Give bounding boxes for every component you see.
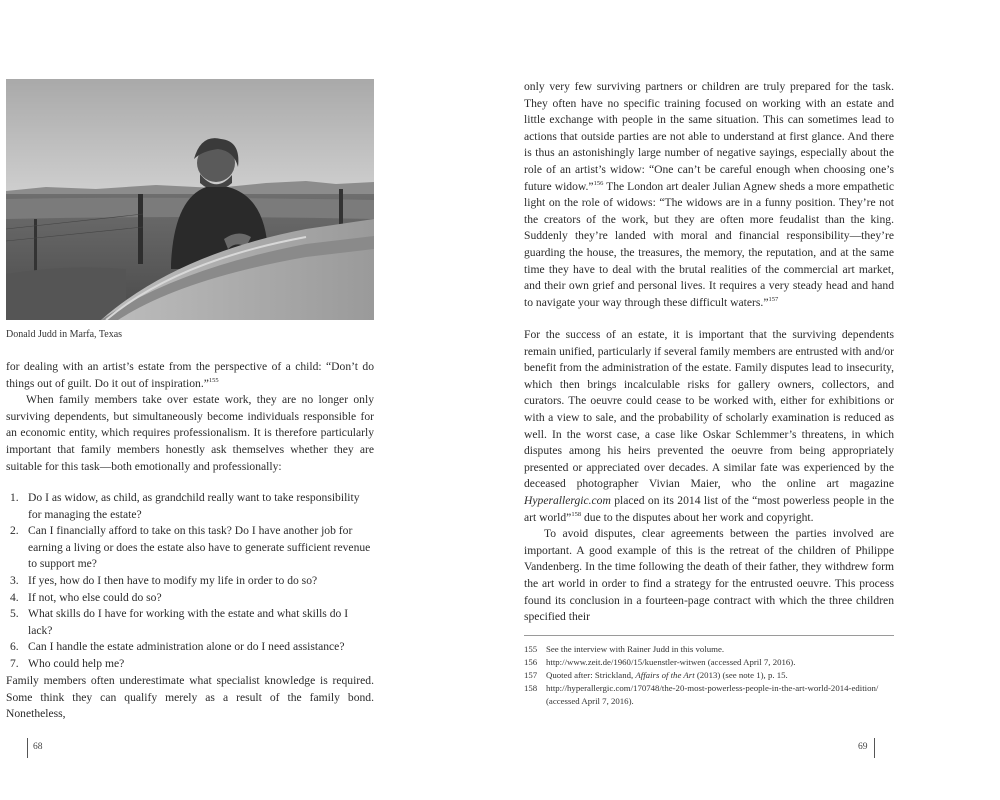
footnote: 157 Quoted after: Strickland, Affairs of the Art (2013) (see note 1), p. 15. bbox=[524, 670, 788, 680]
right-page bbox=[500, 0, 1000, 800]
list-item: 3. If yes, how do I then have to modify my life in order to do so? bbox=[10, 573, 318, 587]
list-item: 2. Can I financially afford to take on this task? Do I have another job for earning a living or does the estate also have to generate sufficient revenue to support me? bbox=[10, 524, 371, 571]
left-paragraph-2: When family members take over estate work, they are no longer only surviving dependents, but simultaneously become individuals responsible for an economic entity, which requires professionalism. It is therefore particularly important that family members honestly ask themselves whether they are suitable for this task—both emotionally and professionally: bbox=[6, 393, 374, 473]
left-paragraph-3: Family members often underestimate what specialist knowledge is required. Some think they can qualify merely as a result of the family bond. Nonetheless, bbox=[6, 674, 374, 721]
page-number-right: 69 bbox=[858, 742, 868, 752]
list-item: 6. Can I handle the estate administration alone or do I need assistance? bbox=[10, 640, 345, 654]
footnote: 156 http://www.zeit.de/1960/15/kuenstler-witwen (accessed April 7, 2016). bbox=[524, 657, 796, 667]
right-paragraph-2: For the success of an estate, it is important that the surviving dependents remain unified, particularly if several family members are entrusted with and/or benefit from the administration of the estate. Family disputes lead to insecurity, which then brings incalculable risks for gallery owners, collectors, and curators. The oeuvre could cease to be worked with, either for exhibitions or with a view to sale, and the probability of scholarly examination is reduced as well. In the worst case, a case like Oskar Schlemmer’s threatens, in which disputes among his heirs prevented the oeuvre from being appropriately presented or appreciated over decades. A similar fate was experienced by the deceased photographer Vivian Maier, who the online art magazine Hyperallergic.com placed on its 2014 list of the “most powerless people in the art world”$^{158}$ due to the disputes about her work and copyright. bbox=[524, 328, 894, 524]
list-item: 4. If not, who else could do so? bbox=[10, 590, 162, 604]
footnote-ref-158[interactable]: 158 bbox=[571, 510, 582, 518]
footnote-ref-156[interactable]: 156 bbox=[593, 179, 604, 187]
footnote-divider bbox=[524, 635, 894, 636]
right-body-text bbox=[524, 327, 894, 626]
list-item: 1. Do I as widow, as child, as grandchild really want to take responsibility for managing the estate? bbox=[10, 491, 360, 521]
right-paragraph-3: To avoid disputes, clear agreements between the parties involved are important. A good example of this is the retreat of the children of Philippe Vandenberg. In the time following the death of their father, they withdrew form the art world in order to find a strategy for the entrusted oeuvre. This process found its conclusion in a fourteen-page contract with which the three children specified their bbox=[524, 527, 894, 624]
footnote: 158 http://hyperallergic.com/170748/the-20-most-powerless-people-in-the-art-world-2014-edition/ (accessed April 7, 2016). bbox=[524, 683, 879, 706]
left-paragraph-1: for dealing with an artist’s estate from the perspective of a child: “Don’t do things out of guilt. Do it out of inspiration.”$^{155}$ bbox=[6, 360, 374, 390]
footnote-link[interactable]: http://www.zeit.de/1960/15/kuenstler-witwen (accessed April 7, 2016). bbox=[546, 657, 796, 667]
list-item: 7. Who could help me? bbox=[10, 656, 125, 670]
page-number-rule-right bbox=[874, 738, 875, 758]
question-list bbox=[10, 490, 372, 673]
footnote: 155 See the interview with Rainer Judd in this volume. bbox=[524, 644, 725, 654]
footnote-link[interactable]: http://hyperallergic.com/170748/the-20-most-powerless-people-in-the-art-world-2014-edition/ (accessed April 7, 2016). bbox=[546, 683, 879, 706]
list-item: 5. What skills do I have for working with the estate and what skills do I lack? bbox=[10, 607, 349, 637]
photo-caption: Donald Judd in Marfa, Texas bbox=[6, 329, 123, 340]
photo-donald-judd bbox=[6, 79, 374, 320]
page-number-left: 68 bbox=[33, 742, 43, 752]
photo-image bbox=[6, 79, 374, 320]
right-paragraph-1: only very few surviving partners or children are truly prepared for the task. They often have no specific training focused on working with an estate and little exchange with people in the same situation. This can sometimes lead to actions that outside parties are not able to understand at first glance. And there is thus an astonishingly large number of negative sayings, especially about the role of an artist’s widow: “One can’t be careful enough when choosing one’s future widow.”$^{156}$ The London art dealer Julian Agnew sheds a more empathetic light on the role of widows: “The widows are in a funny position. They’re not the creators of the work, but they are often more feudalist than the king. Suddenly they’re landed with moral and financial responsibility—they’re guarding the house, the treasures, the memory, the reputation, and at the same time they have to deal with the brutal realities of the commercial art market, and their own grief and personal lives. It requires a very steady head and hand to navigate your way through these difficult waters.”$^{157}$ bbox=[524, 80, 895, 309]
left-body-text bbox=[6, 359, 374, 475]
footnote-ref-157[interactable]: 157 bbox=[768, 295, 779, 303]
footnotes-list bbox=[524, 643, 894, 708]
page-number-rule-left bbox=[27, 738, 28, 758]
footnote-ref-155[interactable]: 155 bbox=[208, 376, 219, 384]
